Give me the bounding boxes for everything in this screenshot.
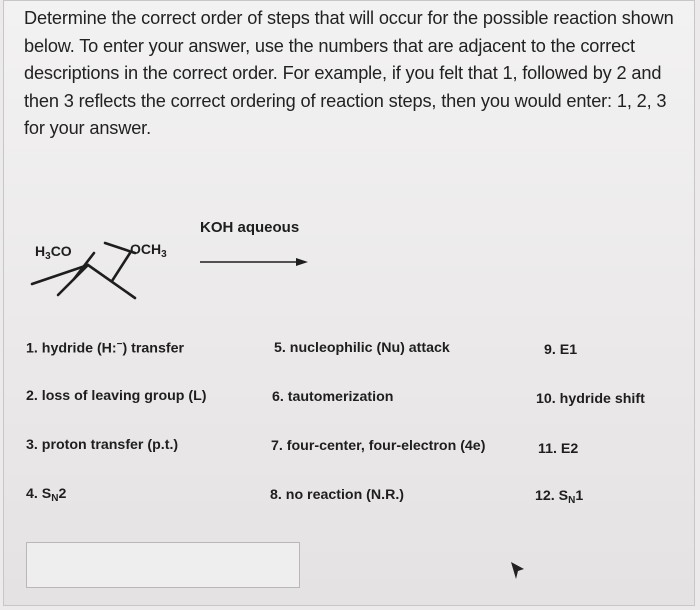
reagent-label: KOH aqueous — [200, 219, 300, 236]
mouse-pointer-icon — [510, 561, 526, 581]
option-10: 10. hydride shift — [536, 391, 645, 407]
option-11: 11. E2 — [538, 441, 579, 457]
methoxy-left-label: $H_3CO$ — [35, 243, 72, 262]
option-6: 6. tautomerization — [272, 389, 394, 405]
option-2: 2. loss of leaving group (L) — [26, 388, 207, 404]
bond-o-right — [112, 253, 130, 281]
option-4: 4. $S_N2$ — [26, 486, 67, 504]
option-9: 9. E1 — [544, 342, 578, 358]
question-panel — [3, 0, 695, 606]
reaction-arrow-icon — [200, 256, 310, 268]
option-7: 7. four-center, four-electron (4e) — [271, 438, 486, 454]
question-text: Determine the correct order of steps that will occur for the possible reaction shown below. To enter your answer, use the numbers that are adjacent to the correct descriptions in the correct order. For example, if you felt that 1, followed by 2 and then 3 reflects the correct ordering of reaction steps, then you would enter: 1, 2, 3 for your answer. — [24, 8, 674, 138]
option-12: 12. $S_N1$ — [535, 488, 584, 506]
option-8: 8. no reaction (N.R.) — [270, 487, 405, 503]
answer-input[interactable] — [26, 542, 300, 588]
option-5: 5. nucleophilic (Nu) attack — [274, 340, 450, 356]
methoxy-right-label: $OCH_3$ — [130, 241, 167, 260]
option-1: 1. hydride (H:−) transfer — [26, 339, 184, 357]
option-3: 3. proton transfer (p.t.) — [26, 437, 179, 453]
